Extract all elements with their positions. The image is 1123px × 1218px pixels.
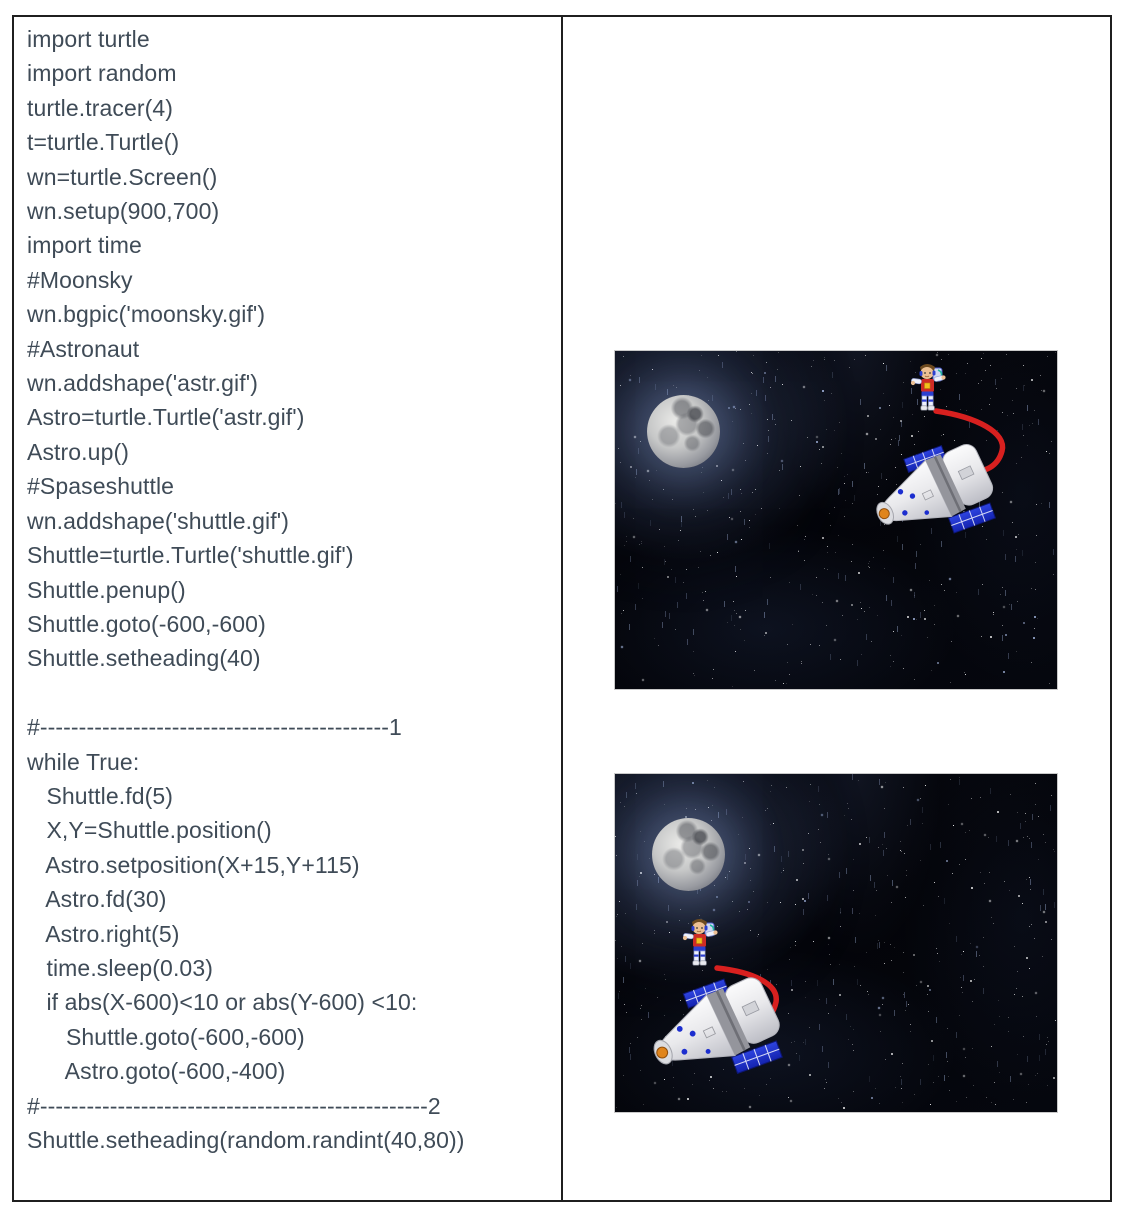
- moon-graphic: [647, 395, 720, 468]
- two-column-table: [12, 15, 1112, 1202]
- code-line: import random: [27, 60, 177, 87]
- code-line: #Moonsky: [27, 266, 133, 293]
- star-streaks: [615, 774, 616, 780]
- code-line: Astro.goto(-600,-400): [27, 1058, 286, 1085]
- code-line: Shuttle.setheading(random.randint(40,80)): [27, 1127, 465, 1153]
- starfield-small: [615, 774, 616, 775]
- starfield-bright: [615, 774, 617, 776]
- code-line: t=turtle.Turtle(): [27, 129, 180, 156]
- code-line: Shuttle.setheading(40): [27, 645, 261, 672]
- code-line: Astro.fd(30): [27, 886, 167, 913]
- code-line: #--------------------------------------------------2: [27, 1092, 441, 1119]
- turtle-screenshot-1: [614, 350, 1058, 690]
- space-shuttle-sprite: [865, 435, 1005, 545]
- space-shuttle-sprite: [641, 968, 792, 1087]
- starfield-bright: [615, 351, 617, 353]
- astronaut-sprite: [911, 363, 945, 411]
- code-line: #Spaseshuttle: [27, 473, 175, 500]
- code-line: wn.bgpic('moonsky.gif'): [27, 301, 266, 328]
- code-line: Shuttle.fd(5): [27, 782, 174, 809]
- code-line: #Astronaut: [27, 335, 140, 362]
- code-line: X,Y=Shuttle.position(): [27, 817, 272, 844]
- code-line: Shuttle=turtle.Turtle('shuttle.gif'): [27, 542, 354, 569]
- figure-panel: [563, 17, 1108, 1200]
- code-line: Astro.right(5): [27, 920, 180, 947]
- code-line: wn=turtle.Screen(): [27, 163, 218, 190]
- code-line: wn.addshape('astr.gif'): [27, 370, 258, 397]
- code-line: while True:: [27, 748, 140, 775]
- code-line: Shuttle.goto(-600,-600): [27, 610, 266, 637]
- code-line: #---------------------------------------------1: [27, 714, 402, 741]
- code-block: [27, 22, 561, 1157]
- code-line: Shuttle.penup(): [27, 576, 186, 603]
- starfield-small: [615, 351, 616, 352]
- code-line: Astro.setposition(X+15,Y+115): [27, 851, 360, 878]
- code-line: time.sleep(0.03): [27, 954, 213, 981]
- code-line: wn.setup(900,700): [27, 198, 220, 225]
- code-line: import turtle: [27, 26, 150, 52]
- code-line: if abs(X-600)<10 or abs(Y-600) <10:: [27, 989, 418, 1016]
- star-streaks: [615, 351, 616, 357]
- code-line: import time: [27, 232, 142, 259]
- astronaut-sprite: [683, 918, 717, 966]
- code-line: Shuttle.goto(-600,-600): [27, 1023, 305, 1050]
- moon-graphic: [652, 818, 725, 891]
- code-panel: [14, 17, 563, 1200]
- code-line: turtle.tracer(4): [27, 94, 174, 121]
- turtle-screenshot-2: [614, 773, 1058, 1113]
- code-line: [27, 676, 561, 710]
- code-line: wn.addshape('shuttle.gif'): [27, 507, 289, 534]
- code-line: Astro.up(): [27, 438, 129, 465]
- code-line: Astro=turtle.Turtle('astr.gif'): [27, 404, 305, 431]
